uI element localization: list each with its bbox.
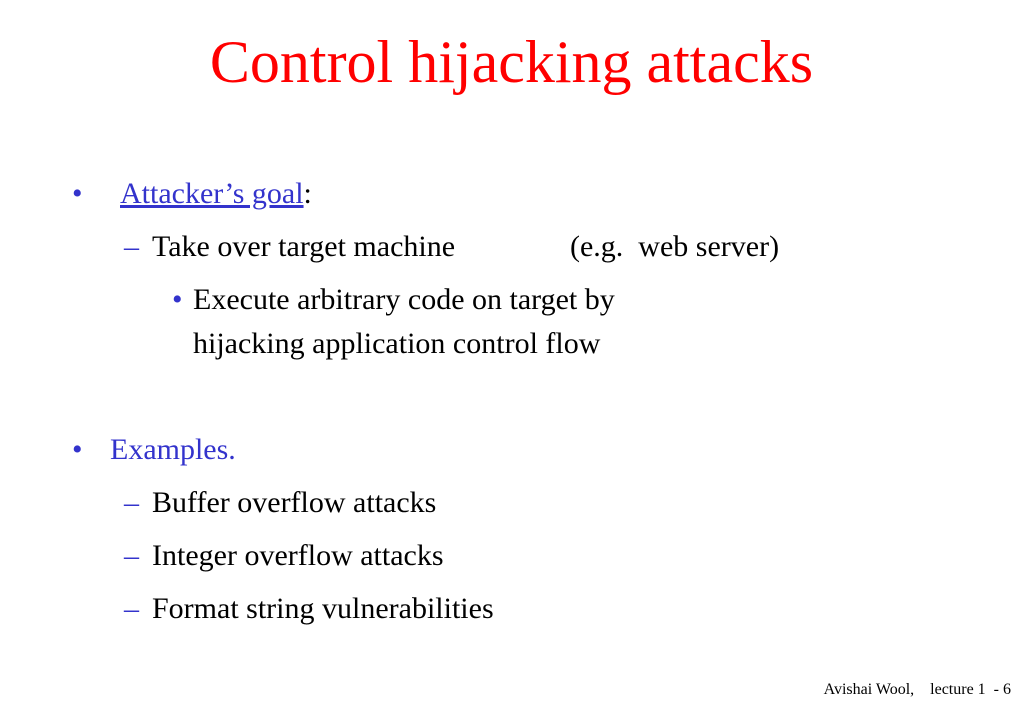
subitem-dash: – [124,486,139,519]
subitem-dash: – [124,592,139,625]
subitem-take-over: Take over target machine [152,230,456,263]
example-format-string: Format string vulnerabilities [152,592,494,625]
subitem-dash: – [124,230,139,263]
slide-footer [824,680,1011,700]
subsubitem-line-1: Execute arbitrary code on target by [193,283,615,316]
subitem-dash: – [124,539,139,572]
footer-author: Avishai Wool, [823,681,915,698]
bullet-heading-examples: Examples. [110,433,236,466]
example-buffer-overflow: Buffer overflow attacks [152,486,437,519]
footer-lecture: lecture 1 [930,681,986,698]
subsubitem-marker: • [172,283,183,316]
bullet-marker: • [72,177,83,210]
example-integer-overflow: Integer overflow attacks [152,539,444,572]
goal-link[interactable]: Attacker’s goal [120,177,304,210]
subsubitem-line-2: hijacking application control flow [193,327,601,360]
bullet-heading-goal [120,176,312,212]
subitem-example-aside: (e.g. web server) [570,230,780,263]
bullet-marker: • [72,433,83,466]
goal-colon: : [303,177,312,210]
footer-page-number: - 6 [993,681,1011,698]
slide-title: Control hijacking attacks [209,29,814,95]
